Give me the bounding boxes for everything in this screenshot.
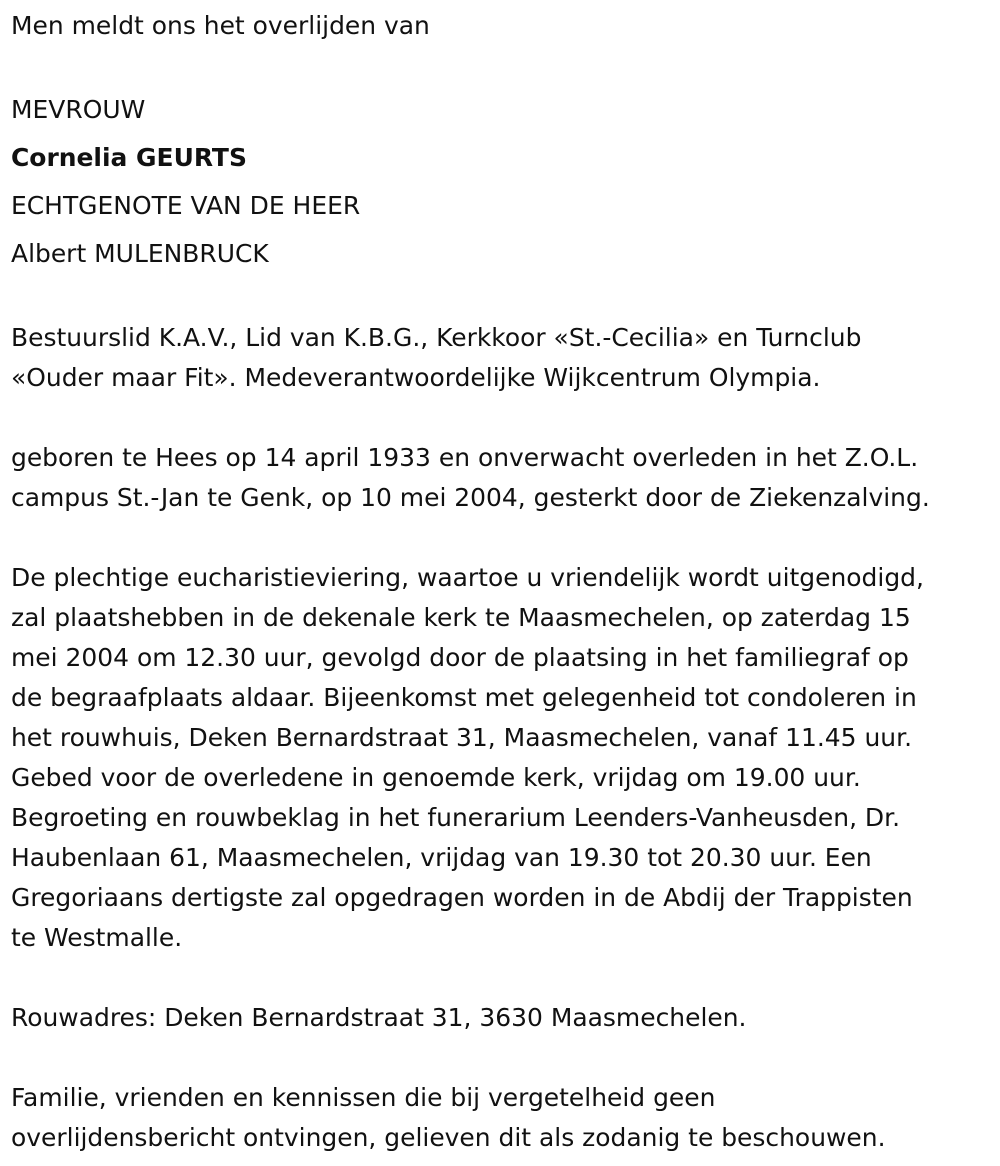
spouse-name: Albert MULENBRUCK [11,239,269,268]
obituary-document [11,6,991,1158]
ceremony-line: Gregoriaans dertigste zal opgedragen worden in de Abdij der Trappisten [11,883,913,912]
closing-paragraph [11,1078,991,1158]
spacer [11,398,991,438]
deceased-header [11,86,991,278]
spacer [11,46,991,86]
ceremony-line: De plechtige eucharistieviering, waartoe u vriendelijk wordt uitgenodigd, [11,563,924,592]
spacer [11,278,991,318]
affiliations-paragraph [11,318,991,398]
ceremony-line: de begraafplaats aldaar. Bijeenkomst met gelegenheid tot condoleren in [11,683,917,712]
spacer [11,958,991,998]
ceremony-line: Gebed voor de overledene in genoemde kerk, vrijdag om 19.00 uur. [11,763,861,792]
spacer [11,518,991,558]
affiliations-line: «Ouder maar Fit». Medeverantwoordelijke Wijkcentrum Olympia. [11,363,821,392]
ceremony-line: Begroeting en rouwbeklag in het funerarium Leenders-Vanheusden, Dr. [11,803,901,832]
ceremony-line: zal plaatshebben in de dekenale kerk te Maasmechelen, op zaterdag 15 [11,603,911,632]
ceremony-paragraph [11,558,991,958]
ceremony-line: Haubenlaan 61, Maasmechelen, vrijdag van 19.30 tot 20.30 uur. Een [11,843,872,872]
ceremony-line: het rouwhuis, Deken Bernardstraat 31, Maasmechelen, vanaf 11.45 uur. [11,723,913,752]
birth-death-line: geboren te Hees op 14 april 1933 en onverwacht overleden in het Z.O.L. [11,443,919,472]
spacer [11,1038,991,1078]
birth-death-paragraph [11,438,991,518]
title-line: MEVROUW [11,95,146,124]
birth-death-line: campus St.-Jan te Genk, op 10 mei 2004, gesterkt door de Ziekenzalving. [11,483,930,512]
relation-line: ECHTGENOTE VAN DE HEER [11,191,361,220]
closing-line: overlijdensbericht ontvingen, gelieven dit als zodanig te beschouwen. [11,1123,886,1152]
closing-line: Familie, vrienden en kennissen die bij vergetelheid geen [11,1083,716,1112]
intro-line: Men meldt ons het overlijden van [11,11,430,40]
ceremony-line: mei 2004 om 12.30 uur, gevolgd door de plaatsing in het familiegraf op [11,643,909,672]
affiliations-line: Bestuurslid K.A.V., Lid van K.B.G., Kerkkoor «St.-Cecilia» en Turnclub [11,323,862,352]
deceased-name: Cornelia GEURTS [11,143,247,172]
mourning-address: Rouwadres: Deken Bernardstraat 31, 3630 Maasmechelen. [11,1003,747,1032]
ceremony-line: te Westmalle. [11,923,183,952]
